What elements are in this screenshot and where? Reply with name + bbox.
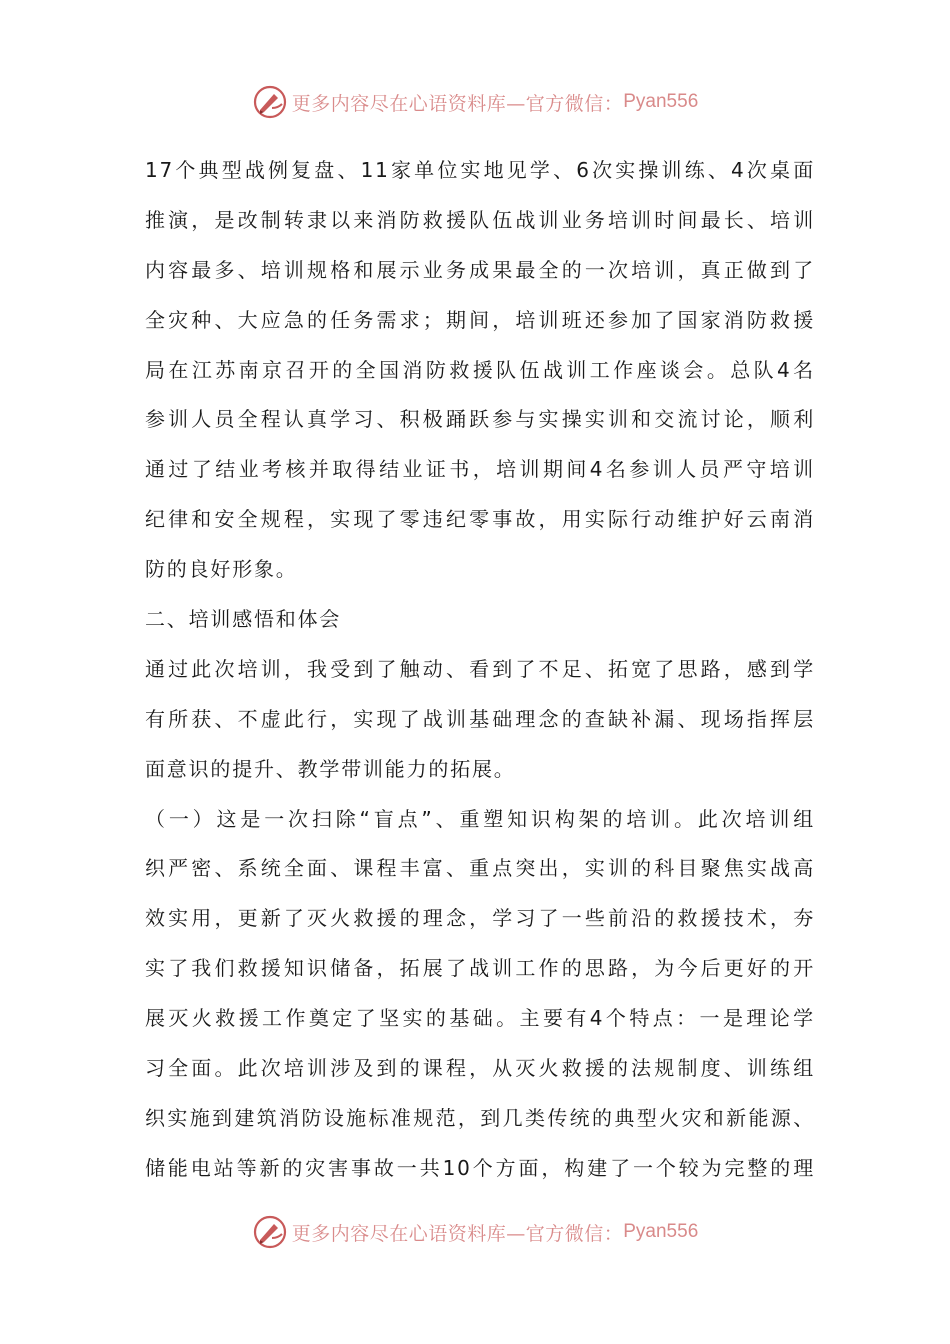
text-line: 二、培训感悟和体会 bbox=[145, 607, 342, 632]
text-line: 17个典型战例复盘、11家单位实地见学、6次实操训练、4次桌面 bbox=[145, 158, 815, 182]
text-line: 织实施到建筑消防设施标准规范，到几类传统的典型火灾和新能源、 bbox=[145, 1105, 815, 1130]
text-line: 全灾种、大应急的任务需求；期间，培训班还参加了国家消防救援 bbox=[145, 307, 815, 332]
text-line: （一）这是一次扫除“盲点”、重塑知识构架的培训。此次培训组 bbox=[145, 806, 815, 831]
header-watermark bbox=[0, 82, 950, 122]
watermark-text: 更多内容尽在心语资料库—官方微信： bbox=[291, 92, 624, 115]
pen-logo-icon bbox=[252, 1214, 288, 1250]
watermark-text: 更多内容尽在心语资料库—官方微信： bbox=[291, 1222, 624, 1245]
text-line: 织严密、系统全面、课程丰富、重点突出，实训的科目聚焦实战高 bbox=[145, 856, 815, 881]
text-line: 推演，是改制转隶以来消防救援队伍战训业务培训时间最长、培训 bbox=[145, 207, 815, 232]
footer-watermark bbox=[0, 1212, 950, 1252]
text-line: 防的良好形象。 bbox=[145, 557, 298, 582]
text-line: 储能电站等新的灾害事故一共10个方面，构建了一个较为完整的理 bbox=[145, 1155, 815, 1180]
text-line: 纪律和安全规程，实现了零违纪零事故，用实际行动维护好云南消 bbox=[145, 507, 815, 532]
text-line: 参训人员全程认真学习、积极踊跃参与实操实训和交流讨论，顺利 bbox=[145, 407, 815, 432]
text-line: 展灭火救援工作奠定了坚实的基础。主要有4个特点：一是理论学 bbox=[145, 1006, 815, 1031]
text-line: 面意识的提升、教学带训能力的拓展。 bbox=[145, 756, 516, 781]
text-line: 内容最多、培训规格和展示业务成果最全的一次培训，真正做到了 bbox=[145, 257, 815, 282]
watermark-wechat-id: Pyan556 bbox=[623, 91, 699, 112]
text-line: 习全面。此次培训涉及到的课程，从灭火救援的法规制度、训练组 bbox=[145, 1056, 815, 1081]
watermark-wechat-id: Pyan556 bbox=[623, 1221, 699, 1242]
text-line: 局在江苏南京召开的全国消防救援队伍战训工作座谈会。总队4名 bbox=[145, 357, 815, 382]
text-line: 实了我们救援知识储备，拓展了战训工作的思路，为今后更好的开 bbox=[145, 956, 815, 981]
text-line: 有所获、不虚此行，实现了战训基础理念的查缺补漏、现场指挥层 bbox=[145, 706, 815, 731]
text-line: 通过此次培训，我受到了触动、看到了不足、拓宽了思路，感到学 bbox=[145, 656, 815, 681]
pen-logo-icon bbox=[252, 84, 288, 120]
text-line: 效实用，更新了灭火救援的理念，学习了一些前沿的救援技术，夯 bbox=[145, 906, 815, 931]
document-body bbox=[145, 146, 815, 1194]
text-line: 通过了结业考核并取得结业证书，培训期间4名参训人员严守培训 bbox=[145, 457, 815, 482]
